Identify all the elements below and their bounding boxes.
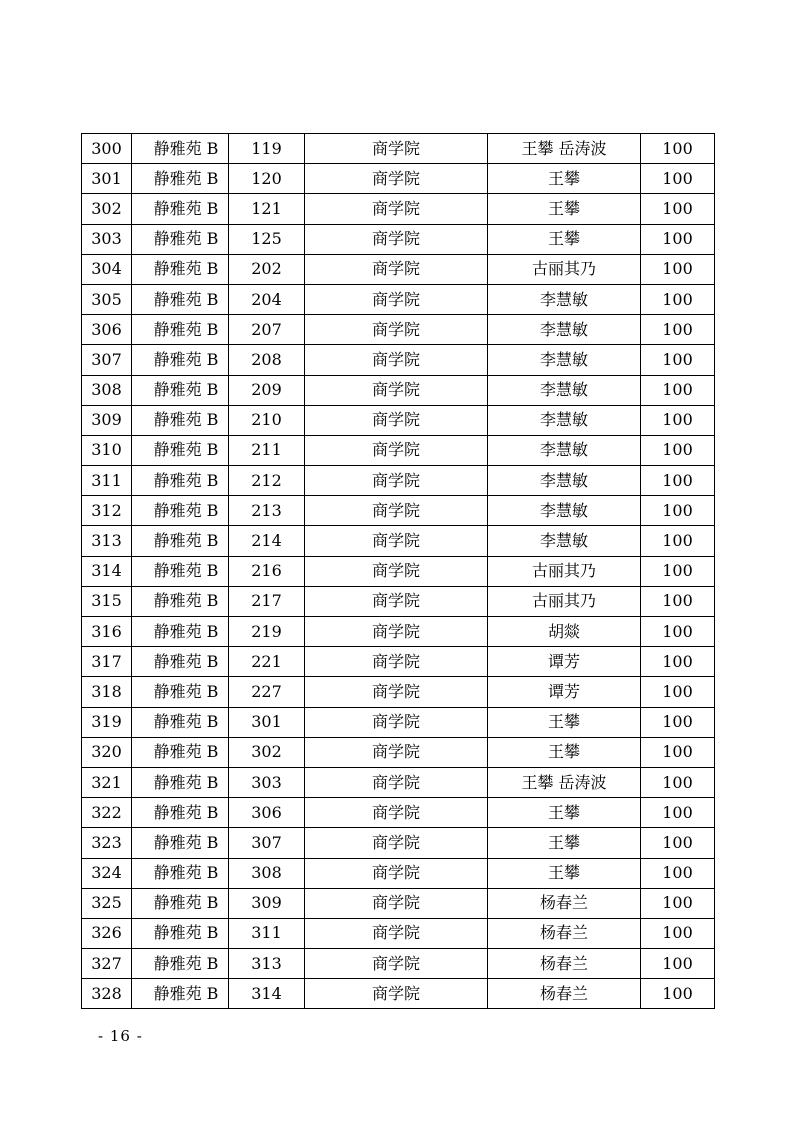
cell-responsible: 李慧敏: [488, 345, 641, 375]
cell-room: 208: [229, 345, 305, 375]
cell-index: 313: [82, 526, 132, 556]
cell-responsible: 王攀 岳涛波: [488, 134, 641, 164]
cell-department: 商学院: [305, 466, 488, 496]
cell-score: 100: [641, 134, 715, 164]
cell-index: 325: [82, 888, 132, 918]
cell-score: 100: [641, 586, 715, 616]
cell-building: 静雅苑 B: [132, 466, 229, 496]
cell-index: 300: [82, 134, 132, 164]
cell-department: 商学院: [305, 164, 488, 194]
cell-department: 商学院: [305, 345, 488, 375]
cell-department: 商学院: [305, 194, 488, 224]
cell-department: 商学院: [305, 496, 488, 526]
cell-index: 323: [82, 828, 132, 858]
cell-building: 静雅苑 B: [132, 194, 229, 224]
cell-index: 314: [82, 556, 132, 586]
cell-building: 静雅苑 B: [132, 586, 229, 616]
cell-room: 313: [229, 949, 305, 979]
table-row: [82, 224, 715, 254]
cell-index: 315: [82, 586, 132, 616]
cell-department: 商学院: [305, 918, 488, 948]
cell-building: 静雅苑 B: [132, 164, 229, 194]
cell-room: 217: [229, 586, 305, 616]
cell-index: 301: [82, 164, 132, 194]
cell-room: 219: [229, 617, 305, 647]
cell-responsible: 李慧敏: [488, 466, 641, 496]
cell-room: 309: [229, 888, 305, 918]
cell-building: 静雅苑 B: [132, 979, 229, 1009]
table-row: [82, 677, 715, 707]
cell-responsible: 古丽其乃: [488, 556, 641, 586]
cell-index: 305: [82, 284, 132, 314]
table-body: [82, 134, 715, 1009]
cell-department: 商学院: [305, 284, 488, 314]
cell-room: 216: [229, 556, 305, 586]
cell-score: 100: [641, 767, 715, 797]
cell-room: 314: [229, 979, 305, 1009]
cell-responsible: 李慧敏: [488, 375, 641, 405]
cell-index: 321: [82, 767, 132, 797]
cell-score: 100: [641, 466, 715, 496]
cell-score: 100: [641, 647, 715, 677]
cell-index: 306: [82, 315, 132, 345]
cell-building: 静雅苑 B: [132, 435, 229, 465]
cell-room: 125: [229, 224, 305, 254]
cell-room: 221: [229, 647, 305, 677]
table-row: [82, 254, 715, 284]
table-row: [82, 647, 715, 677]
cell-department: 商学院: [305, 254, 488, 284]
cell-score: 100: [641, 677, 715, 707]
cell-building: 静雅苑 B: [132, 134, 229, 164]
table-row: [82, 375, 715, 405]
cell-responsible: 李慧敏: [488, 284, 641, 314]
cell-room: 120: [229, 164, 305, 194]
cell-score: 100: [641, 224, 715, 254]
cell-department: 商学院: [305, 315, 488, 345]
cell-building: 静雅苑 B: [132, 798, 229, 828]
cell-responsible: 王攀: [488, 798, 641, 828]
cell-score: 100: [641, 496, 715, 526]
cell-responsible: 李慧敏: [488, 435, 641, 465]
table-row: [82, 526, 715, 556]
cell-index: 317: [82, 647, 132, 677]
cell-index: 327: [82, 949, 132, 979]
cell-score: 100: [641, 284, 715, 314]
cell-score: 100: [641, 315, 715, 345]
cell-building: 静雅苑 B: [132, 526, 229, 556]
cell-index: 328: [82, 979, 132, 1009]
cell-responsible: 王攀: [488, 707, 641, 737]
cell-index: 303: [82, 224, 132, 254]
table-row: [82, 435, 715, 465]
cell-building: 静雅苑 B: [132, 254, 229, 284]
cell-score: 100: [641, 254, 715, 284]
cell-responsible: 李慧敏: [488, 496, 641, 526]
cell-score: 100: [641, 194, 715, 224]
inspection-table: [81, 133, 715, 1009]
cell-room: 302: [229, 737, 305, 767]
cell-responsible: 王攀: [488, 858, 641, 888]
cell-room: 306: [229, 798, 305, 828]
cell-room: 308: [229, 858, 305, 888]
cell-responsible: 谭芳: [488, 647, 641, 677]
cell-responsible: 杨春兰: [488, 918, 641, 948]
cell-responsible: 胡燚: [488, 617, 641, 647]
cell-responsible: 李慧敏: [488, 315, 641, 345]
cell-index: 304: [82, 254, 132, 284]
cell-room: 303: [229, 767, 305, 797]
cell-room: 211: [229, 435, 305, 465]
cell-index: 318: [82, 677, 132, 707]
cell-department: 商学院: [305, 647, 488, 677]
cell-room: 307: [229, 828, 305, 858]
table-row: [82, 858, 715, 888]
cell-index: 326: [82, 918, 132, 948]
cell-department: 商学院: [305, 405, 488, 435]
cell-responsible: 古丽其乃: [488, 586, 641, 616]
cell-room: 202: [229, 254, 305, 284]
cell-department: 商学院: [305, 617, 488, 647]
cell-room: 204: [229, 284, 305, 314]
cell-room: 121: [229, 194, 305, 224]
cell-department: 商学院: [305, 526, 488, 556]
cell-building: 静雅苑 B: [132, 888, 229, 918]
cell-index: 312: [82, 496, 132, 526]
cell-responsible: 王攀: [488, 828, 641, 858]
cell-building: 静雅苑 B: [132, 828, 229, 858]
table-row: [82, 586, 715, 616]
cell-department: 商学院: [305, 767, 488, 797]
cell-building: 静雅苑 B: [132, 707, 229, 737]
cell-building: 静雅苑 B: [132, 767, 229, 797]
cell-building: 静雅苑 B: [132, 949, 229, 979]
cell-index: 310: [82, 435, 132, 465]
cell-score: 100: [641, 556, 715, 586]
cell-score: 100: [641, 617, 715, 647]
table-row: [82, 617, 715, 647]
cell-score: 100: [641, 737, 715, 767]
cell-index: 302: [82, 194, 132, 224]
cell-room: 209: [229, 375, 305, 405]
cell-score: 100: [641, 345, 715, 375]
table-row: [82, 918, 715, 948]
cell-score: 100: [641, 828, 715, 858]
cell-index: 309: [82, 405, 132, 435]
table-row: [82, 345, 715, 375]
cell-score: 100: [641, 405, 715, 435]
cell-score: 100: [641, 526, 715, 556]
cell-department: 商学院: [305, 707, 488, 737]
cell-responsible: 古丽其乃: [488, 254, 641, 284]
cell-room: 212: [229, 466, 305, 496]
cell-responsible: 李慧敏: [488, 526, 641, 556]
cell-department: 商学院: [305, 949, 488, 979]
cell-building: 静雅苑 B: [132, 496, 229, 526]
cell-department: 商学院: [305, 737, 488, 767]
cell-index: 324: [82, 858, 132, 888]
table-row: [82, 405, 715, 435]
table-row: [82, 496, 715, 526]
cell-score: 100: [641, 798, 715, 828]
table-row: [82, 284, 715, 314]
cell-building: 静雅苑 B: [132, 647, 229, 677]
cell-department: 商学院: [305, 979, 488, 1009]
table-row: [82, 828, 715, 858]
cell-building: 静雅苑 B: [132, 315, 229, 345]
cell-score: 100: [641, 949, 715, 979]
cell-building: 静雅苑 B: [132, 284, 229, 314]
cell-building: 静雅苑 B: [132, 375, 229, 405]
cell-responsible: 王攀 岳涛波: [488, 767, 641, 797]
cell-room: 207: [229, 315, 305, 345]
cell-department: 商学院: [305, 677, 488, 707]
cell-department: 商学院: [305, 888, 488, 918]
cell-responsible: 杨春兰: [488, 888, 641, 918]
cell-building: 静雅苑 B: [132, 556, 229, 586]
table-row: [82, 888, 715, 918]
page-number: - 16 -: [98, 1027, 143, 1045]
cell-responsible: 王攀: [488, 194, 641, 224]
table-row: [82, 798, 715, 828]
cell-score: 100: [641, 375, 715, 405]
cell-building: 静雅苑 B: [132, 345, 229, 375]
cell-index: 320: [82, 737, 132, 767]
cell-responsible: 杨春兰: [488, 949, 641, 979]
table-row: [82, 737, 715, 767]
cell-index: 307: [82, 345, 132, 375]
cell-room: 214: [229, 526, 305, 556]
cell-department: 商学院: [305, 556, 488, 586]
cell-building: 静雅苑 B: [132, 858, 229, 888]
cell-score: 100: [641, 918, 715, 948]
table-row: [82, 466, 715, 496]
cell-department: 商学院: [305, 224, 488, 254]
cell-building: 静雅苑 B: [132, 677, 229, 707]
cell-department: 商学院: [305, 858, 488, 888]
cell-index: 316: [82, 617, 132, 647]
cell-building: 静雅苑 B: [132, 224, 229, 254]
cell-room: 311: [229, 918, 305, 948]
cell-department: 商学院: [305, 435, 488, 465]
cell-responsible: 王攀: [488, 224, 641, 254]
table-row: [82, 164, 715, 194]
cell-building: 静雅苑 B: [132, 737, 229, 767]
cell-department: 商学院: [305, 798, 488, 828]
cell-building: 静雅苑 B: [132, 405, 229, 435]
cell-room: 210: [229, 405, 305, 435]
table-row: [82, 979, 715, 1009]
cell-department: 商学院: [305, 134, 488, 164]
cell-score: 100: [641, 435, 715, 465]
table-row: [82, 949, 715, 979]
cell-responsible: 王攀: [488, 164, 641, 194]
cell-department: 商学院: [305, 586, 488, 616]
cell-score: 100: [641, 979, 715, 1009]
cell-room: 301: [229, 707, 305, 737]
cell-score: 100: [641, 164, 715, 194]
table-row: [82, 707, 715, 737]
cell-department: 商学院: [305, 828, 488, 858]
cell-building: 静雅苑 B: [132, 918, 229, 948]
cell-room: 213: [229, 496, 305, 526]
cell-index: 311: [82, 466, 132, 496]
cell-score: 100: [641, 858, 715, 888]
cell-index: 322: [82, 798, 132, 828]
cell-responsible: 杨春兰: [488, 979, 641, 1009]
cell-responsible: 王攀: [488, 737, 641, 767]
cell-score: 100: [641, 888, 715, 918]
table-row: [82, 315, 715, 345]
cell-responsible: 李慧敏: [488, 405, 641, 435]
table-row: [82, 194, 715, 224]
cell-department: 商学院: [305, 375, 488, 405]
table-row: [82, 134, 715, 164]
cell-building: 静雅苑 B: [132, 617, 229, 647]
cell-responsible: 谭芳: [488, 677, 641, 707]
cell-index: 308: [82, 375, 132, 405]
cell-index: 319: [82, 707, 132, 737]
cell-score: 100: [641, 707, 715, 737]
table-row: [82, 556, 715, 586]
cell-room: 227: [229, 677, 305, 707]
table-row: [82, 767, 715, 797]
cell-room: 119: [229, 134, 305, 164]
